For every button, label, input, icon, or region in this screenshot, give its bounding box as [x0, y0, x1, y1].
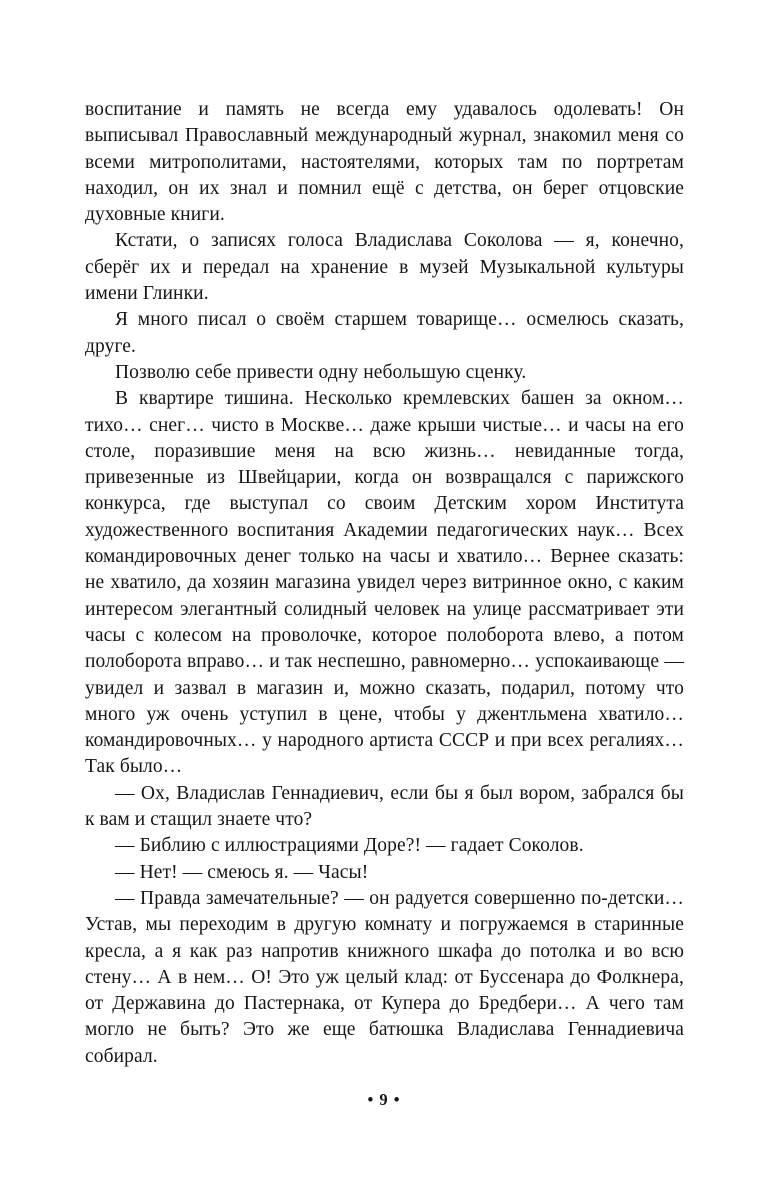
paragraph: Позволю себе привести одну небольшую сценку. — [115, 361, 527, 383]
page-number: • 9 • — [367, 1090, 401, 1109]
text-column — [85, 97, 684, 1070]
paragraph: — Библию с иллюстрациями Доре?! — гадает Соколов. — [115, 835, 584, 857]
paragraph: Кстати, о записях голоса Владислава Соколова — я, конечно, сберёг их и передал на хранение в музей Музыкальной культуры имени Глинки. — [85, 230, 684, 305]
paragraph: — Нет! — смеюсь я. — Часы! — [115, 861, 369, 883]
paragraph: воспитание и память не всегда ему удавалось одолевать! Он выписывал Православный международный журнал, знакомил меня со всеми митрополитами, настоятелями, которых там по портретам находил, он их знал и помнил ещё с детства, он берег отцовские духовные книги. — [85, 99, 684, 226]
paragraph: — Правда замечательные? — он радуется совершенно по-детски… Устав, мы переходим в другую комнату и погружаемся в старинные кресла, а я как раз напротив книжного шкафа до потолка и во всю стену… А в нем… О! Это уж целый клад: от Буссенара до Фолкнера, от Державина до Пастернака, от Купера до Бредбери… А чего там могло не быть? Это же еще батюшка Владислава Геннадиевича собирал. — [85, 887, 684, 1067]
paragraph: — Ох, Владислав Геннадиевич, если бы я был вором, забрался бы к вам и стащил знаете что? — [85, 782, 684, 831]
paragraph: В квартире тишина. Несколько кремлевских башен за окном… тихо… снег… чисто в Москве… даже крыши чистые… и часы на его столе, поразившие меня на всю жизнь… невиданные тогда, привезенные из Швейцарии, когда он возвращался с парижского конкурса, где выступал со своим Детским хором Института художественного воспитания Академии педагогических наук… Всех командировочных денег только на часы и хватило… Вернее сказать: не хватило, да хозяин магазина увидел через витринное окно, с каким интересом элегантный солидный человек на улице рассматривает эти часы с колесом на проволочке, которое полоборота влево, а потом полоборота вправо… и так неспешно, равномерно… успокаивающе — увидел и зазвал в магазин и, можно сказать, подарил, потому что много уж очень уступил в цене, чтобы у джентльмена хватило… командировочных… у народного артиста СССР и при всех регалиях… Так было… — [85, 388, 684, 778]
paragraph: Я много писал о своём старшем товарище… осмелюсь сказать, друге. — [85, 309, 684, 357]
